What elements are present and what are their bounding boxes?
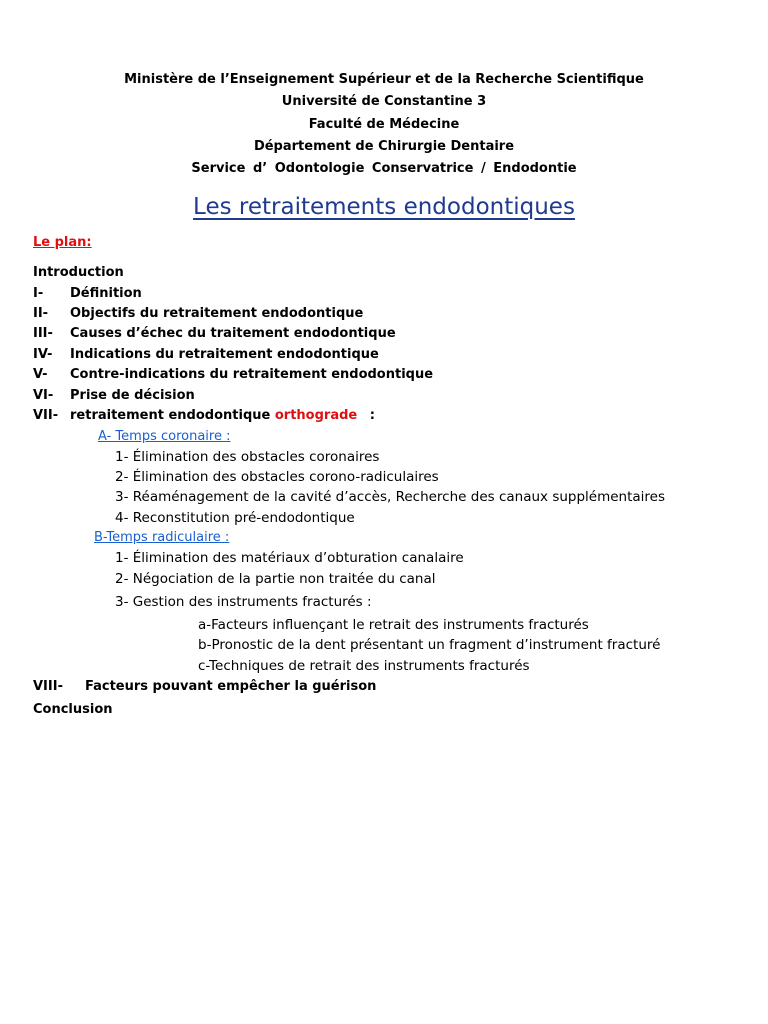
subsection-b-subitem-a: a-Facteurs influençant le retrait des instruments fracturés	[198, 617, 589, 633]
plan-section-4	[33, 347, 379, 363]
section-number: VIII-	[33, 679, 63, 694]
subsection-a-item-4: 4- Reconstitution pré-endodontique	[115, 510, 355, 526]
plan-section-3	[33, 326, 396, 342]
subsection-b-item-3: 3- Gestion des instruments fracturés :	[115, 594, 372, 610]
document-title: Les retraitements endodontiques	[193, 194, 575, 220]
plan-introduction: Introduction	[33, 265, 124, 280]
plan-conclusion: Conclusion	[33, 702, 113, 717]
section-number: IV-	[33, 347, 53, 362]
section-suffix: :	[369, 408, 375, 423]
section-number: I-	[33, 286, 44, 301]
section-text: Indications du retraitement endodontique	[70, 347, 379, 362]
plan-section-8	[33, 679, 376, 695]
subsection-b-item-2: 2- Négociation de la partie non traitée du canal	[115, 571, 436, 587]
section-text: Causes d’échec du traitement endodontique	[70, 326, 396, 341]
plan-section-5	[33, 367, 433, 383]
subsection-a-item-3: 3- Réaménagement de la cavité d’accès, Recherche des canaux supplémentaires	[115, 489, 666, 505]
section-text: Contre-indications du retraitement endodontique	[70, 367, 434, 382]
subsection-b-subitem-c: c-Techniques de retrait des instruments fracturés	[198, 658, 530, 674]
section-text: Définition	[70, 286, 142, 301]
header-university: Université de Constantine 3	[281, 94, 487, 109]
section-text: retraitement endodontique	[70, 408, 271, 423]
section-text: Facteurs pouvant empêcher la guérison	[85, 679, 377, 694]
subsection-a-item-2: 2- Élimination des obstacles corono-radiculaires	[115, 469, 439, 485]
header-faculty: Faculté de Médecine	[308, 117, 460, 132]
section-number: VI-	[33, 388, 54, 403]
subsection-b-item-1: 1- Élimination des matériaux d’obturation canalaire	[115, 550, 464, 566]
plan-section-2	[33, 306, 363, 322]
section-number: V-	[33, 367, 48, 382]
header-ministry: Ministère de l’Enseignement Supérieur et de la Recherche Scientifique	[124, 72, 644, 87]
header-department: Département de Chirurgie Dentaire	[253, 139, 515, 154]
plan-section-7	[33, 408, 375, 424]
subsection-b-label: B-Temps radiculaire :	[94, 530, 230, 545]
subsection-a-item-1: 1- Élimination des obstacles coronaires	[115, 449, 380, 465]
plan-label: Le plan:	[33, 235, 92, 250]
section-number: II-	[33, 306, 49, 321]
plan-section-6	[33, 388, 195, 404]
plan-section-1	[33, 286, 142, 302]
subsection-a-label: A- Temps coronaire :	[98, 429, 231, 444]
subsection-b-subitem-b: b-Pronostic de la dent présentant un fragment d’instrument fracturé	[198, 637, 661, 653]
header-service: Service d’ Odontologie Conservatrice / Endodontie	[191, 161, 577, 176]
section-text: Prise de décision	[70, 388, 195, 403]
section-number: VII-	[33, 408, 59, 423]
section-text: Objectifs du retraitement endodontique	[70, 306, 364, 321]
section-highlight-orthograde: orthograde	[274, 408, 358, 423]
section-number: III-	[33, 326, 53, 341]
